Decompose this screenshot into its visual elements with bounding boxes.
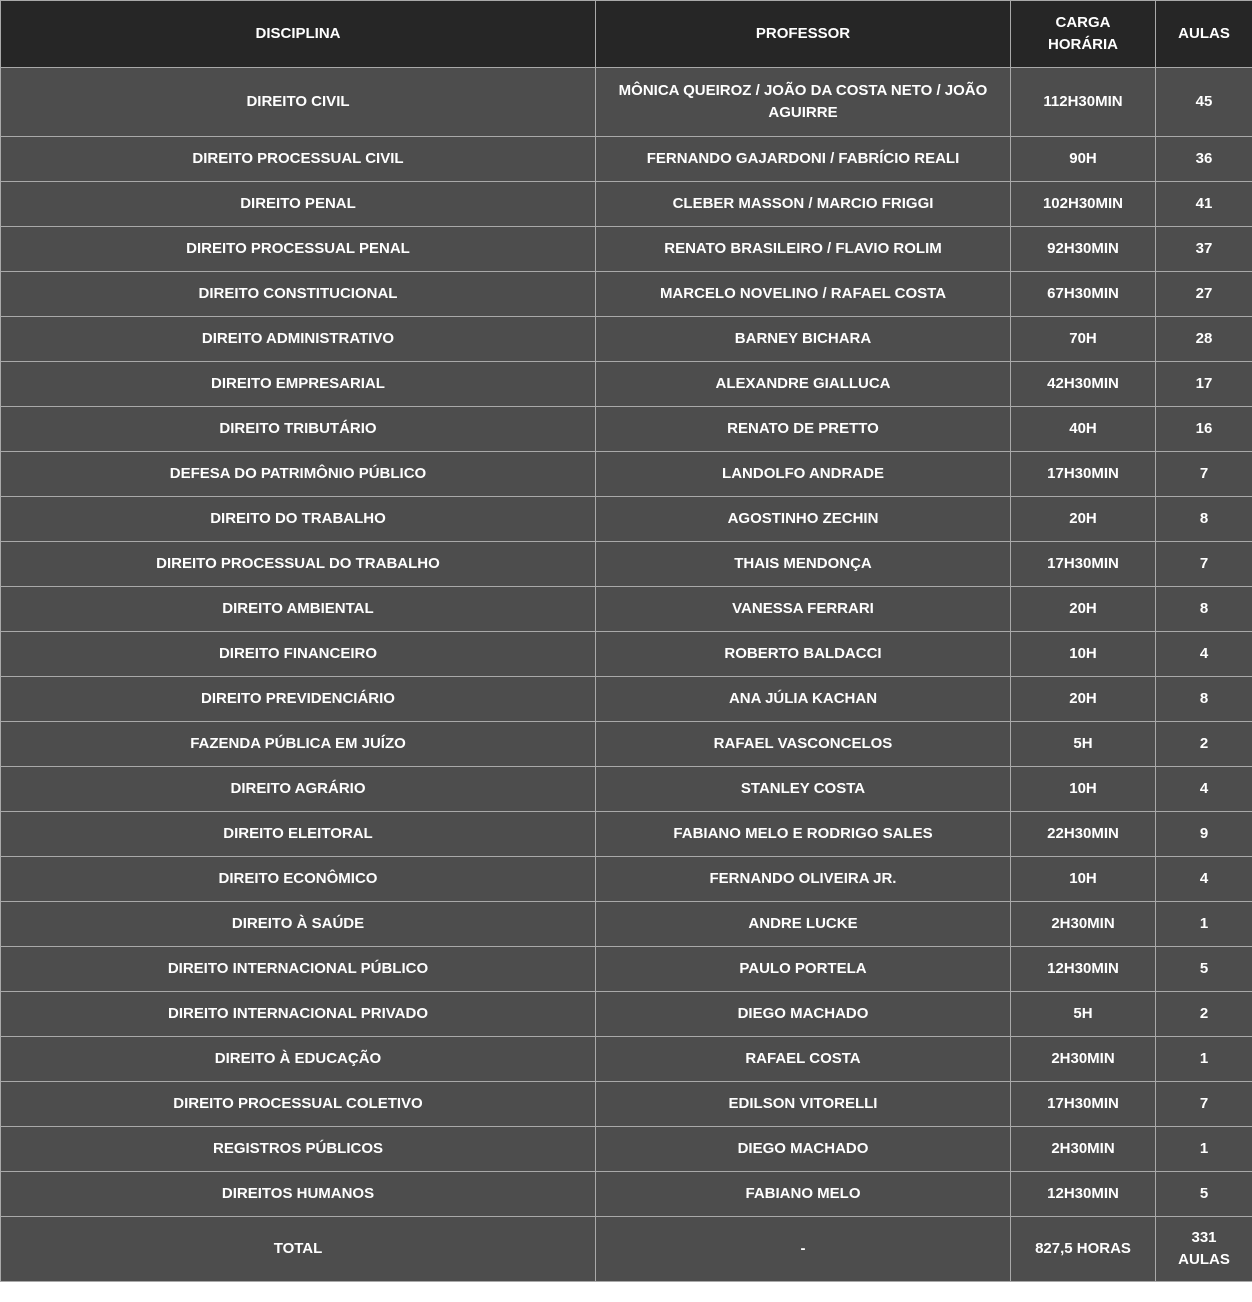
cell-aulas: 16: [1156, 407, 1252, 452]
table-row: [1, 632, 1252, 677]
cell-aulas: 41: [1156, 182, 1252, 227]
cell-disciplina: DIREITO EMPRESARIAL: [1, 362, 596, 407]
cell-carga-horaria: 20H: [1011, 497, 1156, 542]
cell-aulas: 5: [1156, 947, 1252, 992]
cell-professor: EDILSON VITORELLI: [596, 1082, 1011, 1127]
cell-disciplina: DIREITO ELEITORAL: [1, 812, 596, 857]
cell-aulas: 4: [1156, 632, 1252, 677]
table-row: [1, 272, 1252, 317]
cell-disciplina: DIREITO INTERNACIONAL PRIVADO: [1, 992, 596, 1037]
cell-carga-horaria: 2H30MIN: [1011, 1037, 1156, 1082]
cell-carga-horaria: 12H30MIN: [1011, 947, 1156, 992]
table-row: [1, 362, 1252, 407]
table-row: [1, 857, 1252, 902]
total-professor: -: [596, 1217, 1011, 1282]
cell-professor: FABIANO MELO E RODRIGO SALES: [596, 812, 1011, 857]
table-footer: [1, 1217, 1252, 1282]
cell-disciplina: REGISTROS PÚBLICOS: [1, 1127, 596, 1172]
cell-professor: FERNANDO GAJARDONI / FABRÍCIO REALI: [596, 137, 1011, 182]
cell-carga-horaria: 22H30MIN: [1011, 812, 1156, 857]
table-row: [1, 542, 1252, 587]
cell-aulas: 9: [1156, 812, 1252, 857]
cell-carga-horaria: 20H: [1011, 677, 1156, 722]
table-row: [1, 497, 1252, 542]
table-row: [1, 407, 1252, 452]
cell-disciplina: DIREITO ECONÔMICO: [1, 857, 596, 902]
header-professor: PROFESSOR: [596, 1, 1011, 68]
cell-professor: AGOSTINHO ZECHIN: [596, 497, 1011, 542]
cell-carga-horaria: 5H: [1011, 722, 1156, 767]
cell-aulas: 4: [1156, 857, 1252, 902]
cell-professor: LANDOLFO ANDRADE: [596, 452, 1011, 497]
table-row: [1, 227, 1252, 272]
cell-carga-horaria: 2H30MIN: [1011, 1127, 1156, 1172]
header-row: [1, 1, 1252, 68]
cell-professor: VANESSA FERRARI: [596, 587, 1011, 632]
cell-aulas: 7: [1156, 452, 1252, 497]
cell-disciplina: DIREITO FINANCEIRO: [1, 632, 596, 677]
cell-disciplina: FAZENDA PÚBLICA EM JUÍZO: [1, 722, 596, 767]
cell-aulas: 27: [1156, 272, 1252, 317]
table-row: [1, 1037, 1252, 1082]
cell-aulas: 28: [1156, 317, 1252, 362]
cell-disciplina: DIREITO PROCESSUAL PENAL: [1, 227, 596, 272]
cell-aulas: 4: [1156, 767, 1252, 812]
table-row: [1, 317, 1252, 362]
table-row: [1, 947, 1252, 992]
cell-carga-horaria: 67H30MIN: [1011, 272, 1156, 317]
cell-professor: BARNEY BICHARA: [596, 317, 1011, 362]
table-row: [1, 722, 1252, 767]
cell-professor: PAULO PORTELA: [596, 947, 1011, 992]
cell-professor: RENATO BRASILEIRO / FLAVIO ROLIM: [596, 227, 1011, 272]
cell-disciplina: DIREITO CIVIL: [1, 68, 596, 137]
total-label: TOTAL: [1, 1217, 596, 1282]
cell-carga-horaria: 5H: [1011, 992, 1156, 1037]
cell-carga-horaria: 102H30MIN: [1011, 182, 1156, 227]
cell-carga-horaria: 17H30MIN: [1011, 452, 1156, 497]
cell-professor: DIEGO MACHADO: [596, 992, 1011, 1037]
cell-aulas: 17: [1156, 362, 1252, 407]
cell-professor: FABIANO MELO: [596, 1172, 1011, 1217]
cell-professor: RAFAEL COSTA: [596, 1037, 1011, 1082]
cell-aulas: 1: [1156, 1127, 1252, 1172]
cell-disciplina: DIREITO INTERNACIONAL PÚBLICO: [1, 947, 596, 992]
cell-carga-horaria: 17H30MIN: [1011, 542, 1156, 587]
cell-professor: RENATO DE PRETTO: [596, 407, 1011, 452]
cell-aulas: 7: [1156, 1082, 1252, 1127]
cell-professor: MÔNICA QUEIROZ / JOÃO DA COSTA NETO / JOÃO AGUIRRE: [596, 68, 1011, 137]
table-row: [1, 902, 1252, 947]
cell-disciplina: DIREITO PROCESSUAL CIVIL: [1, 137, 596, 182]
table-row: [1, 182, 1252, 227]
total-carga-horaria: 827,5 HORAS: [1011, 1217, 1156, 1282]
cell-professor: ANA JÚLIA KACHAN: [596, 677, 1011, 722]
cell-professor: RAFAEL VASCONCELOS: [596, 722, 1011, 767]
cell-carga-horaria: 20H: [1011, 587, 1156, 632]
cell-carga-horaria: 12H30MIN: [1011, 1172, 1156, 1217]
cell-aulas: 2: [1156, 992, 1252, 1037]
cell-aulas: 7: [1156, 542, 1252, 587]
cell-aulas: 37: [1156, 227, 1252, 272]
table-row: [1, 1127, 1252, 1172]
cell-professor: CLEBER MASSON / MARCIO FRIGGI: [596, 182, 1011, 227]
cell-disciplina: DIREITO À EDUCAÇÃO: [1, 1037, 596, 1082]
cell-disciplina: DIREITO AGRÁRIO: [1, 767, 596, 812]
cell-disciplina: DIREITO DO TRABALHO: [1, 497, 596, 542]
table-row: [1, 1082, 1252, 1127]
cell-carga-horaria: 90H: [1011, 137, 1156, 182]
cell-professor: MARCELO NOVELINO / RAFAEL COSTA: [596, 272, 1011, 317]
cell-carga-horaria: 10H: [1011, 767, 1156, 812]
header-aulas: AULAS: [1156, 1, 1252, 68]
table-row: [1, 812, 1252, 857]
cell-carga-horaria: 92H30MIN: [1011, 227, 1156, 272]
cell-carga-horaria: 17H30MIN: [1011, 1082, 1156, 1127]
cell-aulas: 1: [1156, 902, 1252, 947]
cell-professor: DIEGO MACHADO: [596, 1127, 1011, 1172]
table-row: [1, 68, 1252, 137]
total-row: [1, 1217, 1252, 1282]
cell-disciplina: DIREITO PROCESSUAL DO TRABALHO: [1, 542, 596, 587]
cell-carga-horaria: 112H30MIN: [1011, 68, 1156, 137]
cell-aulas: 8: [1156, 587, 1252, 632]
cell-carga-horaria: 10H: [1011, 857, 1156, 902]
cell-aulas: 8: [1156, 677, 1252, 722]
table-row: [1, 452, 1252, 497]
table-row: [1, 767, 1252, 812]
cell-disciplina: DIREITO TRIBUTÁRIO: [1, 407, 596, 452]
table-row: [1, 677, 1252, 722]
cell-aulas: 5: [1156, 1172, 1252, 1217]
header-disciplina: DISCIPLINA: [1, 1, 596, 68]
header-carga-horaria: CARGA HORÁRIA: [1011, 1, 1156, 68]
cell-aulas: 1: [1156, 1037, 1252, 1082]
cell-aulas: 45: [1156, 68, 1252, 137]
cell-disciplina: DEFESA DO PATRIMÔNIO PÚBLICO: [1, 452, 596, 497]
cell-professor: FERNANDO OLIVEIRA JR.: [596, 857, 1011, 902]
cell-professor: ROBERTO BALDACCI: [596, 632, 1011, 677]
cell-carga-horaria: 2H30MIN: [1011, 902, 1156, 947]
cell-disciplina: DIREITOS HUMANOS: [1, 1172, 596, 1217]
cell-carga-horaria: 40H: [1011, 407, 1156, 452]
cell-professor: ALEXANDRE GIALLUCA: [596, 362, 1011, 407]
cell-carga-horaria: 10H: [1011, 632, 1156, 677]
cell-carga-horaria: 70H: [1011, 317, 1156, 362]
cell-disciplina: DIREITO À SAÚDE: [1, 902, 596, 947]
cell-disciplina: DIREITO ADMINISTRATIVO: [1, 317, 596, 362]
table-body: [1, 68, 1252, 1217]
cell-professor: THAIS MENDONÇA: [596, 542, 1011, 587]
cell-disciplina: DIREITO AMBIENTAL: [1, 587, 596, 632]
cell-disciplina: DIREITO CONSTITUCIONAL: [1, 272, 596, 317]
cell-professor: ANDRE LUCKE: [596, 902, 1011, 947]
table-row: [1, 137, 1252, 182]
cell-disciplina: DIREITO PROCESSUAL COLETIVO: [1, 1082, 596, 1127]
cell-professor: STANLEY COSTA: [596, 767, 1011, 812]
table-row: [1, 992, 1252, 1037]
cell-carga-horaria: 42H30MIN: [1011, 362, 1156, 407]
cell-aulas: 2: [1156, 722, 1252, 767]
cell-disciplina: DIREITO PENAL: [1, 182, 596, 227]
table-header: [1, 1, 1252, 68]
cell-aulas: 36: [1156, 137, 1252, 182]
table-row: [1, 587, 1252, 632]
table-row: [1, 1172, 1252, 1217]
cell-aulas: 8: [1156, 497, 1252, 542]
cell-disciplina: DIREITO PREVIDENCIÁRIO: [1, 677, 596, 722]
total-aulas: 331 AULAS: [1156, 1217, 1252, 1282]
